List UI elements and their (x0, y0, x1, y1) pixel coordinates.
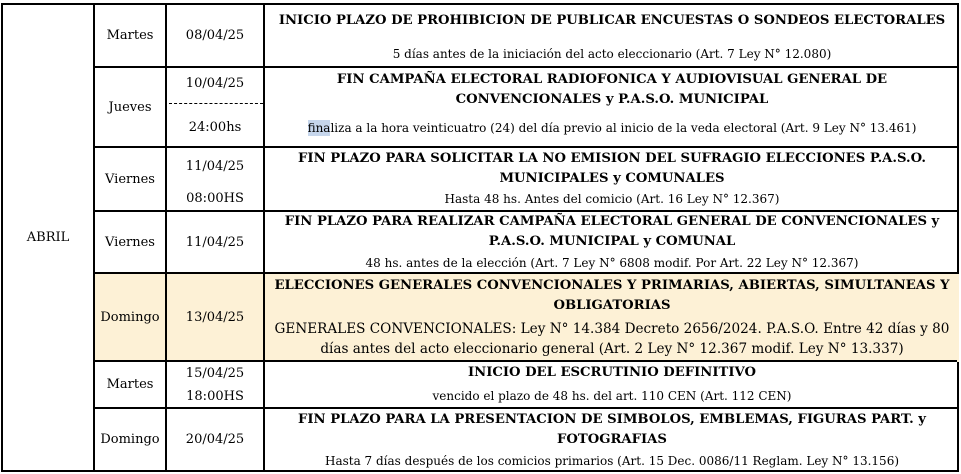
row-6-day: Martes (106, 377, 154, 392)
row-6-date: 15/04/25 (185, 365, 245, 381)
row-4-title: FIN PLAZO PARA REALIZAR CAMPAÑA ELECTORAL GENERAL DE CONVENCIONALES y P.A.S.O. MUNICIPAL y COMUNAL (284, 214, 940, 249)
month-label: ABRIL (26, 230, 70, 245)
row-7-date: 20/04/25 (185, 432, 245, 447)
row-1-title: INICIO PLAZO DE PROHIBICION DE PUBLICAR ENCUESTAS O SONDEOS ELECTORALES (278, 13, 946, 28)
row-5-title: ELECCIONES GENERALES CONVENCIONALES Y PRIMARIAS, ABIERTAS, SIMULTANEAS Y OBLIGATORIAS (274, 278, 950, 313)
row-2-date-divider (169, 103, 263, 104)
row-2-date: 10/04/25 (185, 75, 245, 91)
row-6-title: INICIO DEL ESCRUTINIO DEFINITIVO (467, 365, 756, 380)
row-6-time: 18:00HS (186, 388, 244, 404)
row-2-time: 24:00hs (188, 119, 242, 135)
row-4-day: Viernes (105, 234, 155, 250)
row-2-desc-text: liza a la hora veinticuatro (24) del día previo al inicio de la veda electoral (Art. 9 Ley N° 13.461) (330, 121, 917, 135)
row-3-title: FIN PLAZO PARA SOLICITAR LA NO EMISION DEL SUFRAGIO ELECCIONES P.A.S.O. MUNICIPALES y COMUNALES (298, 151, 926, 186)
row-3-date: 11/04/25 (185, 158, 245, 174)
row-1-day: Martes (106, 28, 154, 43)
row-7-desc: Hasta 7 días después de los comicios primarios (Art. 15 Dec. 0086/11 Reglam. Ley N° 13.156) (324, 453, 900, 468)
row-3-time: 08:00HS (186, 190, 244, 206)
row-2-desc-highlight: fina (307, 121, 331, 135)
row-4-desc: 48 hs. antes de la elección (Art. 7 Ley N° 6808 modif. Por Art. 22 Ley N° 12.367) (365, 255, 859, 270)
row-5-desc: GENERALES CONVENCIONALES: Ley N° 14.384 Decreto 2656/2024. P.A.S.O. Entre 42 días y 80 días antes del acto eleccionario general (Art. 2 Ley N° 12.367 modif. Ley N° 13.337) (274, 321, 950, 357)
row-1-desc: 5 días antes de la iniciación del acto eleccionario (Art. 7 Ley N° 12.080) (392, 47, 832, 61)
row-6-desc: vencido el plazo de 48 hs. del art. 110 CEN (Art. 112 CEN) (432, 389, 792, 403)
row-5-date: 13/04/25 (185, 309, 245, 325)
row-4-date: 11/04/25 (185, 234, 245, 250)
row-5-day: Domingo (100, 309, 160, 325)
row-7-day: Domingo (100, 432, 160, 447)
row-2-desc (265, 117, 959, 139)
row-2-day: Jueves (108, 99, 152, 115)
row-7-title: FIN PLAZO PARA LA PRESENTACION DE SIMBOLOS, EMBLEMAS, FIGURAS PART. y FOTOGRAFIAS (298, 412, 926, 447)
row-1-date: 08/04/25 (185, 28, 245, 43)
electoral-calendar-table (1, 3, 959, 472)
row-3-day: Viernes (105, 171, 155, 187)
row-2-title: FIN CAMPAÑA ELECTORAL RADIOFONICA Y AUDIOVISUAL GENERAL DE CONVENCIONALES y P.A.S.O. MUNICIPAL (336, 72, 888, 107)
row-3-desc: Hasta 48 hs. Antes del comicio (Art. 16 Ley N° 12.367) (444, 192, 780, 206)
